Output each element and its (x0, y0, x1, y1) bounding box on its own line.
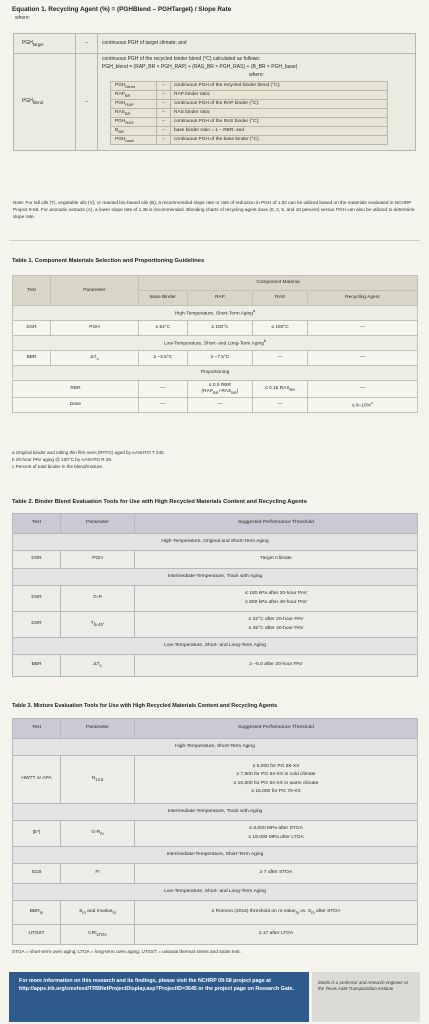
table-row: DSR PGH Target Climate (13, 551, 418, 569)
abbreviations-note: STOA = short-term oven aging; LTOA = long-term oven aging; UTSST = uniaxial thermal stress and strain test. (12, 949, 241, 954)
eq-key: $PGH_{blend}$ (14, 54, 76, 151)
inner-def-row (111, 117, 388, 126)
author-note: Martin is a professor and research engineer at the Texas A&M Transportation Institute. (312, 972, 420, 1022)
inner-def-dash: – (157, 117, 171, 126)
inner-def-row (111, 135, 388, 144)
th-component: Component Material (139, 276, 418, 291)
table-row: DSR PGH ≤ 64°C ≤ 100°C ≤ 150°C — (13, 321, 418, 336)
table-row: |E*| $G-R_m$ ≤ 8,000 MPa after STOA ≤ 19,000 MPa after LTOA (13, 821, 418, 847)
eq-blend-desc: continuous PGH of the recycled binder blend (°C) calculated as follows: (102, 56, 261, 62)
table-row: HWTT or APA $N_{12.5}$ ≥ 5,000 for PG 58-XX ≥ 7,500 for PG 64-XX in cold climate ≥ 10,000 for PG 64-XX in warm climate ≥ 15,000 for PG 70-XX (13, 756, 418, 804)
table1-section: Low-Temperature, Short- and Long-Term Aging$^b$ (13, 336, 418, 351)
eq-desc-blend (98, 54, 416, 151)
inner-def-dash: – (157, 108, 171, 117)
table2-header: Test Parameter Suggested Performance Threshold (13, 514, 418, 534)
table3-header: Test Parameter Suggested Performance Threshold (13, 719, 418, 739)
more-info-box: For more information on this research and its findings, please visit the NCHRP 09-58 project page at http://apps.trb.org/cmsfeed/TRBNetProjectDisplay.asp?ProjectID=3645 or the project page on Research Gate. (9, 972, 309, 1022)
eq-dash: – (76, 54, 98, 151)
inner-def-dash: – (157, 99, 171, 108)
inner-def-dash: – (157, 81, 171, 90)
table3 (12, 718, 418, 945)
eq-key: $PGH_{target}$ (14, 34, 76, 54)
inner-def-key: $PGH_{base}$ (111, 135, 157, 144)
table1-title: Table 1. Component Materials Selection and Proportioning Guidelines (12, 258, 205, 264)
equation-title (12, 6, 231, 21)
equation-definitions (13, 33, 416, 151)
table-row: DSR G-R ≤ 180 kPa after 20-hour PAV ≤ 600 kPa after 40-hour PAV (13, 586, 418, 612)
inner-definitions (110, 81, 388, 145)
table1-header (13, 276, 418, 291)
th-base: Base Binder (139, 291, 188, 306)
inner-where: where: (248, 71, 264, 78)
inner-def-desc: RAP binder ratio; (171, 90, 388, 99)
eq-dash: – (76, 34, 98, 54)
blend-formula: PGH_blend = (RAP_BR × PGH_RAP) + (RAS_BR × PGH_RAS) + (B_BR × PGH_base) (102, 64, 298, 71)
inner-def-dash: – (157, 135, 171, 144)
table-row: SCB FI ≥ 7 after STOA (13, 864, 418, 884)
inner-def-desc: continuous PGH of the base binder (°C). (171, 135, 388, 144)
table2-section: Intermediate-Temperature, Track with Aging (13, 569, 418, 586)
table-row: Dose — — — ≤ 8–10%$^c$ (13, 397, 418, 412)
inner-def-row (111, 126, 388, 135)
inner-def-desc: continuous PGH of the recycled binder blend (°C); (171, 81, 388, 90)
table1-section: Proportioning (13, 366, 418, 381)
table-row: UTSST $CRI_{LTOA}$ ≥ 17 after LTOA (13, 925, 418, 945)
inner-def-desc: base binder ratio = 1 – RBR; and (171, 126, 388, 135)
inner-def-row (111, 99, 388, 108)
th-rap: RAP (187, 291, 252, 306)
table-row: $BBR_m$ $S_m$ and mvalue$_m$ ≤ Romero (2016) threshold on m-value$_m$ vs. $S_m$ after STOA (13, 901, 418, 925)
table-row: BBR $\Delta T_c$ ≥ –5.0 after 20-hour PAV (13, 655, 418, 677)
eq-row-target (14, 34, 416, 54)
table2 (12, 513, 418, 677)
inner-def-key: $PGH_{RAP}$ (111, 99, 157, 108)
eq-desc: continuous PGH of target climate; and (98, 34, 416, 54)
inner-def-row (111, 108, 388, 117)
table2-section: Low-Temperature, Short- and Long-Term Aging (13, 638, 418, 655)
inner-def-desc: continuous PGH of the RAP binder (°C); (171, 99, 388, 108)
eq-row-blend (14, 54, 416, 151)
table3-section: Intermediate-Temperature, Short-Term Aging (13, 847, 418, 864)
divider (9, 240, 420, 241)
equation-where: where: (15, 15, 31, 21)
inner-def-dash: – (157, 90, 171, 99)
table2-title: Table 2. Binder Blend Evaluation Tools for Use with High Recycled Materials Content and Recycling Agents (12, 499, 307, 505)
inner-def-key: $RAS_{BR}$ (111, 108, 157, 117)
table-row: BBR $\Delta T_c$ ≥ –3.5°C ≥ –7.5°C — — (13, 351, 418, 366)
table1 (12, 275, 418, 413)
table-row: RBR — ≤ 0.5 RBR $(RAP_{BR}+RAS_{BR})$ ≤ 0.15 $RAS_{BR}$ — (13, 381, 418, 398)
equation-title-text: Equation 1. Recycling Agent (%) = (PGHBlend – PGHTarget) / Slope Rate (12, 6, 232, 13)
inner-def-desc: continuous PGH of the RAS binder (°C); (171, 117, 388, 126)
table3-section: High-Temperature, Short-Term Aging (13, 739, 418, 756)
table2-section: High-Temperature, Original and Short-Term Aging (13, 534, 418, 551)
equation-note: Note: For tall oils (T), vegetable oils (V), or reacted bio-based oils (B), a recommended slope rate or rate of reduction in PGH of 1.82 can be utilized based on the materials evaluated in NCHRP Project 9-58. For aromatic extracts (A), a lower slope rate of 1.38 is recommended. Blending charts of recycling agent dose (0, 2, 5, and 10 percent) versus PGH can also be utilized to determine slope rate. (13, 200, 415, 219)
th-test: Test (13, 276, 51, 306)
th-agent: Recycling Agent (308, 291, 418, 306)
table3-title: Table 3. Mixture Evaluation Tools for Use with High Recycled Materials Content and Recycling Agents (12, 703, 278, 709)
inner-def-key: $PGH_{blend}$ (111, 81, 157, 90)
table1-section: High-Temperature, Short-Term Aging$^a$ (13, 306, 418, 321)
inner-def-key: $PGH_{RAS}$ (111, 117, 157, 126)
th-parameter: Parameter (51, 276, 139, 306)
inner-def-key: $B_{BR}$ (111, 126, 157, 135)
th-ras: RAS (253, 291, 308, 306)
table1-footnotes: a Original binder and rolling thin film oven (RTFO) aged by AASHTO T 240. b 20-hour PAV aging @ 100°C by AASHTO R 28. c Percent of total binder in the blend/mixture. (12, 450, 165, 470)
table3-section: Low-Temperature, Short- and Long-Term Aging (13, 884, 418, 901)
inner-def-row (111, 90, 388, 99)
inner-def-row (111, 81, 388, 90)
inner-def-desc: RAS binder ratio; (171, 108, 388, 117)
table3-section: Intermediate-Temperature, Track with Aging (13, 804, 418, 821)
inner-def-key: $RAP_{BR}$ (111, 90, 157, 99)
inner-def-dash: – (157, 126, 171, 135)
table-row: DSR $T_{\delta=45^\circ}$ ≤ 32°C after 20-hour PAV ≤ 45°C after 40-hour PAV (13, 612, 418, 638)
